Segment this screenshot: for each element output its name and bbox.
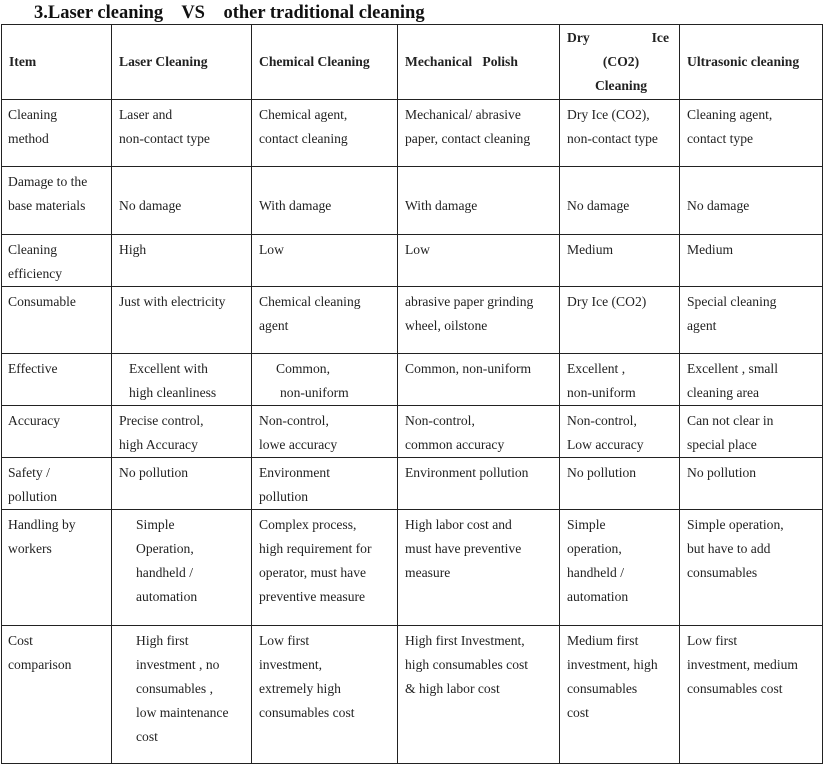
table-row (2, 458, 823, 510)
row-label: Damage to the base materials (2, 167, 112, 235)
row-label: Cleaning method (2, 100, 112, 167)
table-cell: Medium first investment, high consumables cost (560, 626, 680, 764)
table-cell: With damage (398, 167, 560, 235)
header-mechanical-polish: Mechanical Polish (398, 25, 560, 100)
table-row (2, 510, 823, 626)
table-row (2, 354, 823, 406)
table-cell: Complex process, high requirement for operator, must have preventive measure (252, 510, 398, 626)
row-label: Effective (2, 354, 112, 406)
row-label: Accuracy (2, 406, 112, 458)
table-cell: Dry Ice (CO2), non-contact type (560, 100, 680, 167)
header-item: Item (2, 25, 112, 100)
row-label: Consumable (2, 287, 112, 354)
table-cell: Non-control, common accuracy (398, 406, 560, 458)
table-row (2, 100, 823, 167)
table-cell: Cleaning agent, contact type (680, 100, 823, 167)
table-row (2, 167, 823, 235)
header-dry-ice-cleaning: Dry Ice (CO2) Cleaning (560, 25, 680, 100)
table-cell: High first Investment, high consumables cost & high labor cost (398, 626, 560, 764)
table-cell: No damage (112, 167, 252, 235)
table-cell: High (112, 235, 252, 287)
table-header-row (2, 25, 823, 100)
table-row (2, 626, 823, 764)
table-cell: No pollution (680, 458, 823, 510)
table-cell: Laser and non-contact type (112, 100, 252, 167)
row-label: Handling by workers (2, 510, 112, 626)
table-cell: Low first investment, extremely high consumables cost (252, 626, 398, 764)
comparison-table (1, 24, 823, 764)
table-cell: abrasive paper grinding wheel, oilstone (398, 287, 560, 354)
table-cell: Just with electricity (112, 287, 252, 354)
table-cell: Precise control, high Accuracy (112, 406, 252, 458)
table-cell: Can not clear in special place (680, 406, 823, 458)
table-cell: Special cleaning agent (680, 287, 823, 354)
table-cell: With damage (252, 167, 398, 235)
table-cell: Simple operation, but have to add consumables (680, 510, 823, 626)
table-cell: Medium (560, 235, 680, 287)
table-cell: Medium (680, 235, 823, 287)
table-cell: Common, non-uniform (252, 354, 398, 406)
table-cell: Low first investment, medium consumables cost (680, 626, 823, 764)
header-laser-cleaning: Laser Cleaning (112, 25, 252, 100)
table-cell: Excellent , small cleaning area (680, 354, 823, 406)
table-cell: Low (398, 235, 560, 287)
table-row (2, 406, 823, 458)
table-cell: Environment pollution (398, 458, 560, 510)
table-cell: Chemical agent, contact cleaning (252, 100, 398, 167)
table-cell: No damage (560, 167, 680, 235)
row-label: Safety / pollution (2, 458, 112, 510)
table-cell: No pollution (560, 458, 680, 510)
table-cell: Simple Operation, handheld / automation (112, 510, 252, 626)
page-title: 3.Laser cleaning VS other traditional cleaning (34, 3, 425, 23)
table-cell: Environment pollution (252, 458, 398, 510)
table-cell: Low (252, 235, 398, 287)
table-cell: Dry Ice (CO2) (560, 287, 680, 354)
table-cell: Excellent with high cleanliness (112, 354, 252, 406)
table-cell: High labor cost and must have preventive measure (398, 510, 560, 626)
header-ultrasonic-cleaning: Ultrasonic cleaning (680, 25, 823, 100)
table-cell: Simple operation, handheld / automation (560, 510, 680, 626)
table-cell: Mechanical/ abrasive paper, contact cleaning (398, 100, 560, 167)
table-cell: No pollution (112, 458, 252, 510)
table-cell: High first investment , no consumables , low maintenance cost (112, 626, 252, 764)
row-label: Cost comparison (2, 626, 112, 764)
header-chemical-cleaning: Chemical Cleaning (252, 25, 398, 100)
table-cell: Chemical cleaning agent (252, 287, 398, 354)
table-cell: Common, non-uniform (398, 354, 560, 406)
table-cell: Non-control, lowe accuracy (252, 406, 398, 458)
table-cell: Non-control, Low accuracy (560, 406, 680, 458)
table-row (2, 235, 823, 287)
table-cell: No damage (680, 167, 823, 235)
table-cell: Excellent , non-uniform (560, 354, 680, 406)
row-label: Cleaning efficiency (2, 235, 112, 287)
table-row (2, 287, 823, 354)
